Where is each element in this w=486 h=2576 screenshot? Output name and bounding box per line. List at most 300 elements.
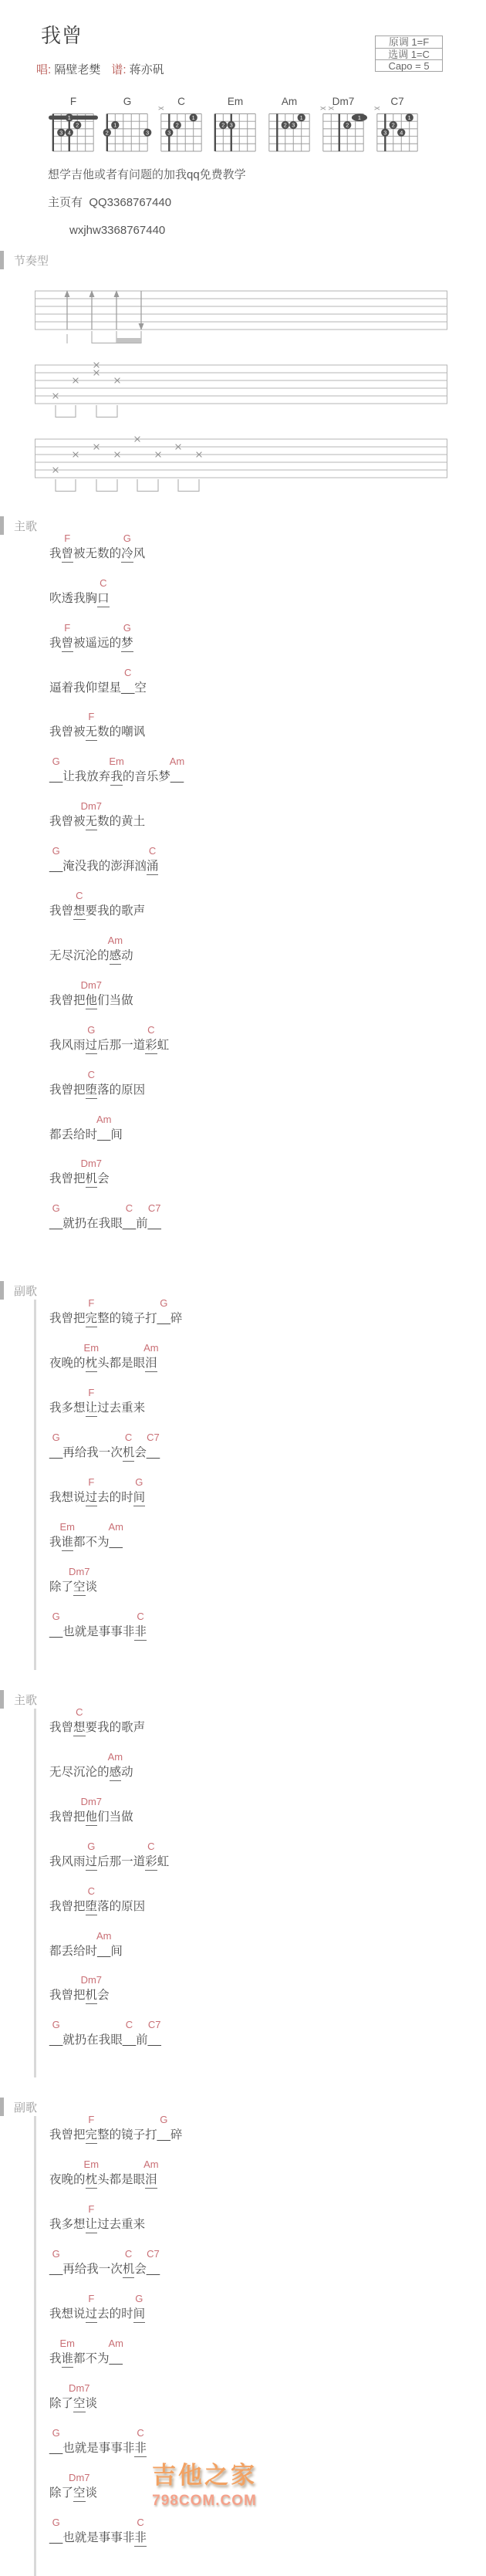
lyric-token	[83, 1342, 100, 1372]
lyric-token	[122, 2019, 137, 2048]
lyric-token	[62, 2485, 74, 2501]
lyric-char: 机	[123, 2261, 135, 2278]
lyric-token	[73, 1127, 86, 1143]
lyric-token	[121, 2216, 133, 2233]
chord-label: G	[52, 2248, 60, 2260]
lyric-char: 镜	[121, 1312, 133, 1325]
lyric-char: 都	[49, 1945, 62, 1958]
lyric-char: 眼	[110, 2033, 123, 2047]
lyric-token	[49, 680, 62, 696]
lyric-char: 是	[86, 1625, 99, 1638]
lyric-char: 丢	[61, 1128, 74, 1141]
lyric-token	[121, 724, 133, 740]
lyric-line	[49, 845, 463, 875]
svg-text:3: 3	[167, 129, 171, 137]
lyric-char: 谁	[62, 1534, 74, 1551]
lyric-token	[110, 2127, 122, 2143]
lyric-char: 逼	[49, 681, 62, 695]
chord-label: Em	[59, 2338, 76, 2349]
lyric-char: 除	[49, 2486, 62, 2500]
lyric-char: 也	[62, 2442, 75, 2455]
lyric-token	[62, 1854, 74, 1870]
lyric-char: 我	[49, 547, 62, 560]
lyric-token	[62, 2395, 74, 2412]
lyric-char: 我	[49, 2352, 62, 2365]
svg-text:2: 2	[391, 121, 395, 129]
lyric-token	[134, 2427, 147, 2457]
lyric-char: 动	[121, 1766, 133, 1779]
rhythm-section	[14, 251, 463, 496]
lyric-token	[157, 1297, 170, 1327]
lyric-char: __	[49, 770, 63, 783]
lyric-line	[49, 1476, 463, 1506]
lyric-token	[97, 1082, 110, 1098]
lyric-token	[136, 2032, 148, 2048]
chord-label: G	[123, 622, 131, 634]
lyric-char: 在	[86, 2033, 99, 2047]
lyric-token	[62, 1082, 74, 1098]
chord-label: C7	[147, 2019, 161, 2030]
lyric-token	[110, 992, 122, 1009]
lyric-char: 我	[49, 815, 62, 828]
lyric-char: __	[146, 1446, 160, 1459]
chord-label: Dm7	[80, 800, 103, 812]
lyric-token	[110, 724, 122, 740]
chord-label: Dm7	[69, 2382, 90, 2394]
lyric-token	[110, 635, 122, 651]
lyric-char: 想	[73, 1719, 86, 1736]
chord-label: G	[87, 1841, 96, 1852]
lyric-char: 我	[86, 1446, 99, 1459]
lyric-char: 声	[133, 1721, 146, 1734]
chord-label: F	[88, 1476, 95, 1488]
lyric-char: 把	[73, 2128, 86, 2142]
lyric-char: 淹	[62, 860, 75, 873]
lyric-char: 彩	[145, 1037, 157, 1054]
lyric-token	[110, 2261, 123, 2277]
lyric-char: __	[157, 1312, 170, 1325]
chord-diagram-G	[103, 95, 152, 157]
lyric-char: 那	[109, 1039, 122, 1052]
lyric-char: 的	[109, 1312, 122, 1325]
lyric-line	[49, 1158, 463, 1188]
lyric-char: 想	[61, 1491, 74, 1504]
lyric-token	[133, 2172, 146, 2188]
lyric-char: 空	[73, 2395, 86, 2412]
lyric-token	[97, 1764, 110, 1780]
lyric-char: 事	[110, 2442, 123, 2455]
lyric-token	[62, 1489, 74, 1506]
lyric-token	[73, 1809, 86, 1825]
lyric-char: __	[49, 2033, 63, 2047]
lyric-token	[62, 724, 74, 740]
lyric-token	[157, 2114, 170, 2143]
chord-label: C	[148, 845, 157, 857]
lyric-token	[133, 813, 146, 830]
lyric-char: 不	[85, 1536, 98, 1549]
lyric-line	[49, 2517, 463, 2547]
lyric-line	[49, 890, 463, 920]
lyric-token	[122, 1202, 137, 1232]
lyric-token	[110, 1898, 122, 1915]
lyric-token	[110, 1355, 122, 1371]
lyric-token	[86, 1445, 99, 1461]
lyric-char: 感	[110, 948, 122, 965]
section-block	[34, 1706, 463, 2077]
lyric-token	[97, 2216, 110, 2233]
lyric-char: 再	[62, 1446, 75, 1459]
lyric-char: 是	[86, 2531, 99, 2544]
lyric-token	[110, 858, 123, 874]
lyric-char: 曾	[61, 815, 74, 828]
chord-label: C	[87, 1885, 95, 1897]
page-title: 我曾	[41, 24, 83, 47]
lyric-char: 会	[97, 1989, 110, 2002]
lyric-token	[123, 769, 135, 785]
svg-text:2: 2	[221, 121, 225, 129]
lyric-char: 泪	[145, 2172, 157, 2189]
svg-text:2: 2	[76, 121, 79, 129]
lyric-char: 梦	[121, 635, 133, 652]
lyric-char: 的	[109, 2128, 122, 2142]
lyric-char: 碎	[170, 2128, 183, 2142]
lyric-token	[86, 2440, 99, 2456]
lyric-token	[75, 1445, 87, 1461]
lyric-token	[121, 992, 133, 1009]
lyric-token	[49, 1171, 62, 1187]
lyric-char: 的	[97, 949, 110, 962]
lyric-token	[97, 1310, 110, 1327]
chord-label: G	[135, 1476, 143, 1488]
rhythm-staff-pick	[35, 434, 447, 496]
note-line: 主页有 QQ3368767440	[48, 196, 172, 209]
lyric-token	[99, 2530, 111, 2546]
lyric-token	[145, 1310, 157, 1327]
chord-label: Em	[83, 1342, 100, 1354]
lyric-char: 我	[49, 725, 62, 739]
lyric-char: 再	[62, 2263, 75, 2276]
lyric-char: 堕	[86, 1898, 98, 1915]
lyric-char: 就	[74, 2442, 87, 2455]
lyric-token	[49, 903, 62, 919]
lyric-token	[97, 813, 110, 830]
lyric-char: 想	[73, 903, 86, 920]
lyric-char: 当	[109, 1810, 122, 1824]
lyric-char: 做	[121, 1810, 133, 1824]
lyric-token	[62, 2032, 75, 2048]
lyric-char: 数	[97, 725, 110, 739]
lyric-line	[49, 1069, 463, 1099]
lyric-token	[62, 1215, 75, 1232]
lyric-token	[121, 1355, 133, 1371]
lyric-char: 机	[86, 1987, 98, 2004]
lyric-token	[110, 1719, 122, 1736]
lyric-token	[62, 2172, 74, 2188]
lyric-char: 事	[98, 1625, 111, 1638]
lyric-char: 去	[97, 1491, 110, 1504]
lyric-char: 说	[73, 2307, 86, 2321]
lyric-line	[49, 1796, 463, 1826]
lyric-char: __	[170, 770, 184, 783]
lyric-token	[143, 2158, 159, 2189]
lyric-token	[62, 992, 74, 1009]
lyric-char: 打	[145, 1312, 157, 1325]
lyric-char: 我	[86, 860, 99, 873]
lyric-token	[121, 1037, 133, 1053]
lyric-char: __	[147, 1217, 161, 1230]
lyric-token	[121, 1489, 133, 1506]
chord-label: Dm7	[80, 979, 103, 991]
chord-label: Am	[108, 2338, 123, 2349]
lyric-token	[73, 1706, 86, 1736]
lyric-char: 想	[73, 1401, 86, 1415]
lyric-token	[145, 1841, 157, 1871]
lyric-char: 事	[98, 2531, 111, 2544]
lyric-char: 我	[49, 1401, 62, 1415]
lyric-token	[73, 992, 86, 1009]
lyric-token	[73, 1400, 86, 1416]
lyric-token	[49, 1489, 62, 1506]
lyric-char: 夜	[49, 1357, 62, 1370]
lyric-token	[110, 1854, 122, 1870]
section-label: 主歌	[14, 519, 38, 533]
lyric-line	[49, 2293, 463, 2323]
lyric-line	[49, 2338, 463, 2368]
lyric-char: 事	[110, 1625, 123, 1638]
svg-text:Am: Am	[281, 95, 298, 107]
lyric-char: 彩	[145, 1854, 157, 1871]
lyric-char: 眼	[110, 1217, 123, 1230]
lyric-char: 我	[49, 2218, 62, 2231]
lyric-token	[99, 1624, 111, 1640]
chord-label: G	[135, 2293, 143, 2304]
lyric-token	[49, 1943, 62, 1959]
lyric-token	[123, 2530, 135, 2546]
lyric-token	[49, 2427, 63, 2456]
lyric-token	[85, 1476, 98, 1506]
svg-text:1: 1	[407, 113, 411, 121]
lyric-token	[62, 1037, 74, 1053]
lyric-char: 整	[97, 1312, 110, 1325]
lyric-char: 我	[49, 1039, 62, 1052]
lyric-token	[121, 2306, 133, 2322]
lyric-char: 间	[110, 1945, 123, 1958]
lyric-char: 风	[61, 1855, 74, 1868]
lyric-token	[80, 1974, 103, 2004]
lyric-line	[49, 1566, 463, 1596]
teacher-notes	[35, 167, 463, 238]
lyric-char: 谈	[85, 2397, 98, 2410]
lyric-line	[49, 577, 463, 607]
lyric-token	[73, 1037, 86, 1053]
key-info-box	[375, 35, 443, 72]
lyric-token	[73, 2172, 86, 2188]
lyric-token	[86, 2530, 99, 2546]
svg-text:1: 1	[191, 113, 195, 121]
lyric-token	[134, 2261, 147, 2277]
lyric-char: 前	[136, 1217, 148, 1230]
lyric-token	[83, 2158, 100, 2189]
lyric-char: 去	[109, 2218, 122, 2231]
lyric-char: 后	[97, 1855, 110, 1868]
lyric-token	[73, 680, 86, 696]
lyric-line	[49, 979, 463, 1009]
lyric-token	[110, 546, 122, 562]
lyric-token	[110, 1624, 123, 1640]
lyric-char: 我	[73, 592, 86, 605]
lyric-token	[62, 590, 74, 607]
lyric-char: 打	[145, 2128, 157, 2142]
lyric-token	[49, 1764, 62, 1780]
svg-text:1: 1	[299, 113, 303, 121]
lyric-char: 把	[73, 1083, 86, 1097]
lyric-token	[62, 1445, 75, 1461]
lyric-line	[49, 1841, 463, 1871]
lyric-char: 风	[133, 547, 146, 560]
lyric-token	[97, 1854, 110, 1870]
lyric-token	[86, 1719, 98, 1736]
svg-text:2: 2	[346, 121, 349, 129]
lyric-token	[97, 2351, 110, 2367]
lyric-token	[62, 1719, 74, 1736]
chord-label: F	[88, 2114, 95, 2125]
lyric-token	[73, 1534, 86, 1550]
chord-label: G	[52, 2427, 60, 2439]
lyric-token	[86, 948, 98, 964]
chord-label: C	[125, 1202, 133, 1214]
svg-text:3: 3	[59, 129, 63, 137]
chord-label: G	[87, 1024, 96, 1036]
lyric-char: 晚	[61, 2173, 74, 2186]
lyric-token	[110, 1310, 122, 1327]
chord-label: G	[160, 2114, 168, 2125]
section-header	[0, 1690, 463, 1709]
lyric-char: 曾	[61, 1900, 74, 1913]
lyric-token	[121, 622, 133, 652]
lyric-token	[85, 1069, 98, 1099]
lyric-char: 的	[109, 637, 122, 650]
chord-diagram-Dm7	[319, 95, 368, 157]
lyric-token	[49, 813, 62, 830]
lyric-char: 都	[73, 2352, 86, 2365]
lyric-char: 眼	[133, 1357, 146, 1370]
lyric-token	[73, 948, 86, 964]
lyric-token	[49, 1987, 62, 2003]
chord-label: G	[52, 1611, 60, 1622]
lyric-char: 把	[73, 994, 86, 1007]
lyric-token	[61, 622, 74, 652]
lyric-char: 非	[134, 2440, 147, 2457]
lyric-token	[99, 1445, 111, 1461]
lyric-token	[133, 1476, 146, 1506]
svg-text:2: 2	[105, 129, 109, 137]
lyric-char: 落	[97, 1083, 110, 1097]
section-header	[0, 1281, 463, 1300]
lyric-char: 给	[74, 1446, 87, 1459]
lyric-char: 的	[73, 1357, 86, 1370]
lyric-char: 曾	[61, 1810, 74, 1824]
lyric-token	[85, 1885, 98, 1915]
lyric-token	[121, 1809, 133, 1825]
chord-label: C7	[147, 2248, 160, 2260]
lyric-line	[49, 1611, 463, 1641]
chord-label: G	[52, 1432, 60, 1443]
lyric-token	[75, 1215, 87, 1232]
lyric-char: 被	[73, 637, 86, 650]
lyric-char: 就	[62, 2033, 75, 2047]
lyric-token	[62, 1127, 74, 1143]
lyric-char: 曾	[61, 1083, 74, 1097]
lyric-token	[123, 1624, 135, 1640]
lyric-token	[75, 769, 87, 785]
svg-text:C7: C7	[390, 95, 404, 107]
lyric-token	[62, 2306, 74, 2322]
chord-label: F	[88, 2203, 95, 2215]
lyric-token	[49, 1611, 63, 1640]
lyric-char: 弃	[98, 770, 111, 783]
lyric-char: 那	[109, 1855, 122, 1868]
lyric-char: 歌	[121, 904, 133, 918]
lyric-token	[49, 2019, 63, 2048]
lyric-token	[110, 1445, 123, 1461]
lyric-token	[73, 1764, 86, 1780]
lyric-char: 扔	[74, 1217, 87, 1230]
lyric-token	[110, 1400, 122, 1416]
lyric-char: 头	[97, 1357, 110, 1370]
lyric-char: 也	[62, 1625, 75, 1638]
lyric-char: 给	[73, 1128, 86, 1141]
credit-label: 谱:	[111, 63, 127, 76]
lyric-token	[49, 1310, 62, 1327]
lyric-char: 次	[110, 2263, 123, 2276]
lyric-token	[86, 2032, 99, 2048]
lyric-line	[49, 935, 463, 965]
svg-text:3: 3	[146, 129, 150, 137]
lyric-char: 被	[73, 547, 86, 560]
svg-text:1: 1	[357, 113, 361, 121]
lyric-token	[99, 2440, 111, 2456]
lyric-char: 就	[74, 1625, 87, 1638]
chord-label: Em	[59, 1521, 76, 1533]
lyric-char: 事	[110, 2531, 123, 2544]
lyric-char: 非	[122, 2442, 135, 2455]
lyric-token	[133, 2216, 146, 2233]
lyric-char: 要	[85, 904, 98, 918]
lyric-char: __	[109, 2352, 123, 2365]
lyric-token	[133, 1719, 146, 1736]
lyric-token	[49, 1579, 62, 1595]
lyric-line	[49, 622, 463, 652]
lyric-char: 谁	[62, 2351, 74, 2368]
lyric-token	[62, 1310, 74, 1327]
lyric-char: 的	[73, 2173, 86, 2186]
lyric-char: 间	[133, 2306, 146, 2323]
lyric-token	[96, 1930, 112, 1959]
lyric-token	[80, 1796, 103, 1826]
chord-label: Am	[143, 1342, 159, 1354]
lyric-char: 让	[62, 770, 75, 783]
lyric-token	[134, 769, 147, 785]
chord-label: G	[52, 756, 60, 767]
lyric-char: 去	[109, 1401, 122, 1415]
lyric-char: 我	[74, 770, 87, 783]
lyric-token	[97, 1355, 110, 1371]
lyric-token	[134, 680, 147, 696]
svg-text:1: 1	[67, 113, 71, 121]
lyric-char: 汹	[134, 860, 147, 873]
lyric-token	[86, 2395, 98, 2412]
lyric-token	[97, 1987, 110, 2003]
